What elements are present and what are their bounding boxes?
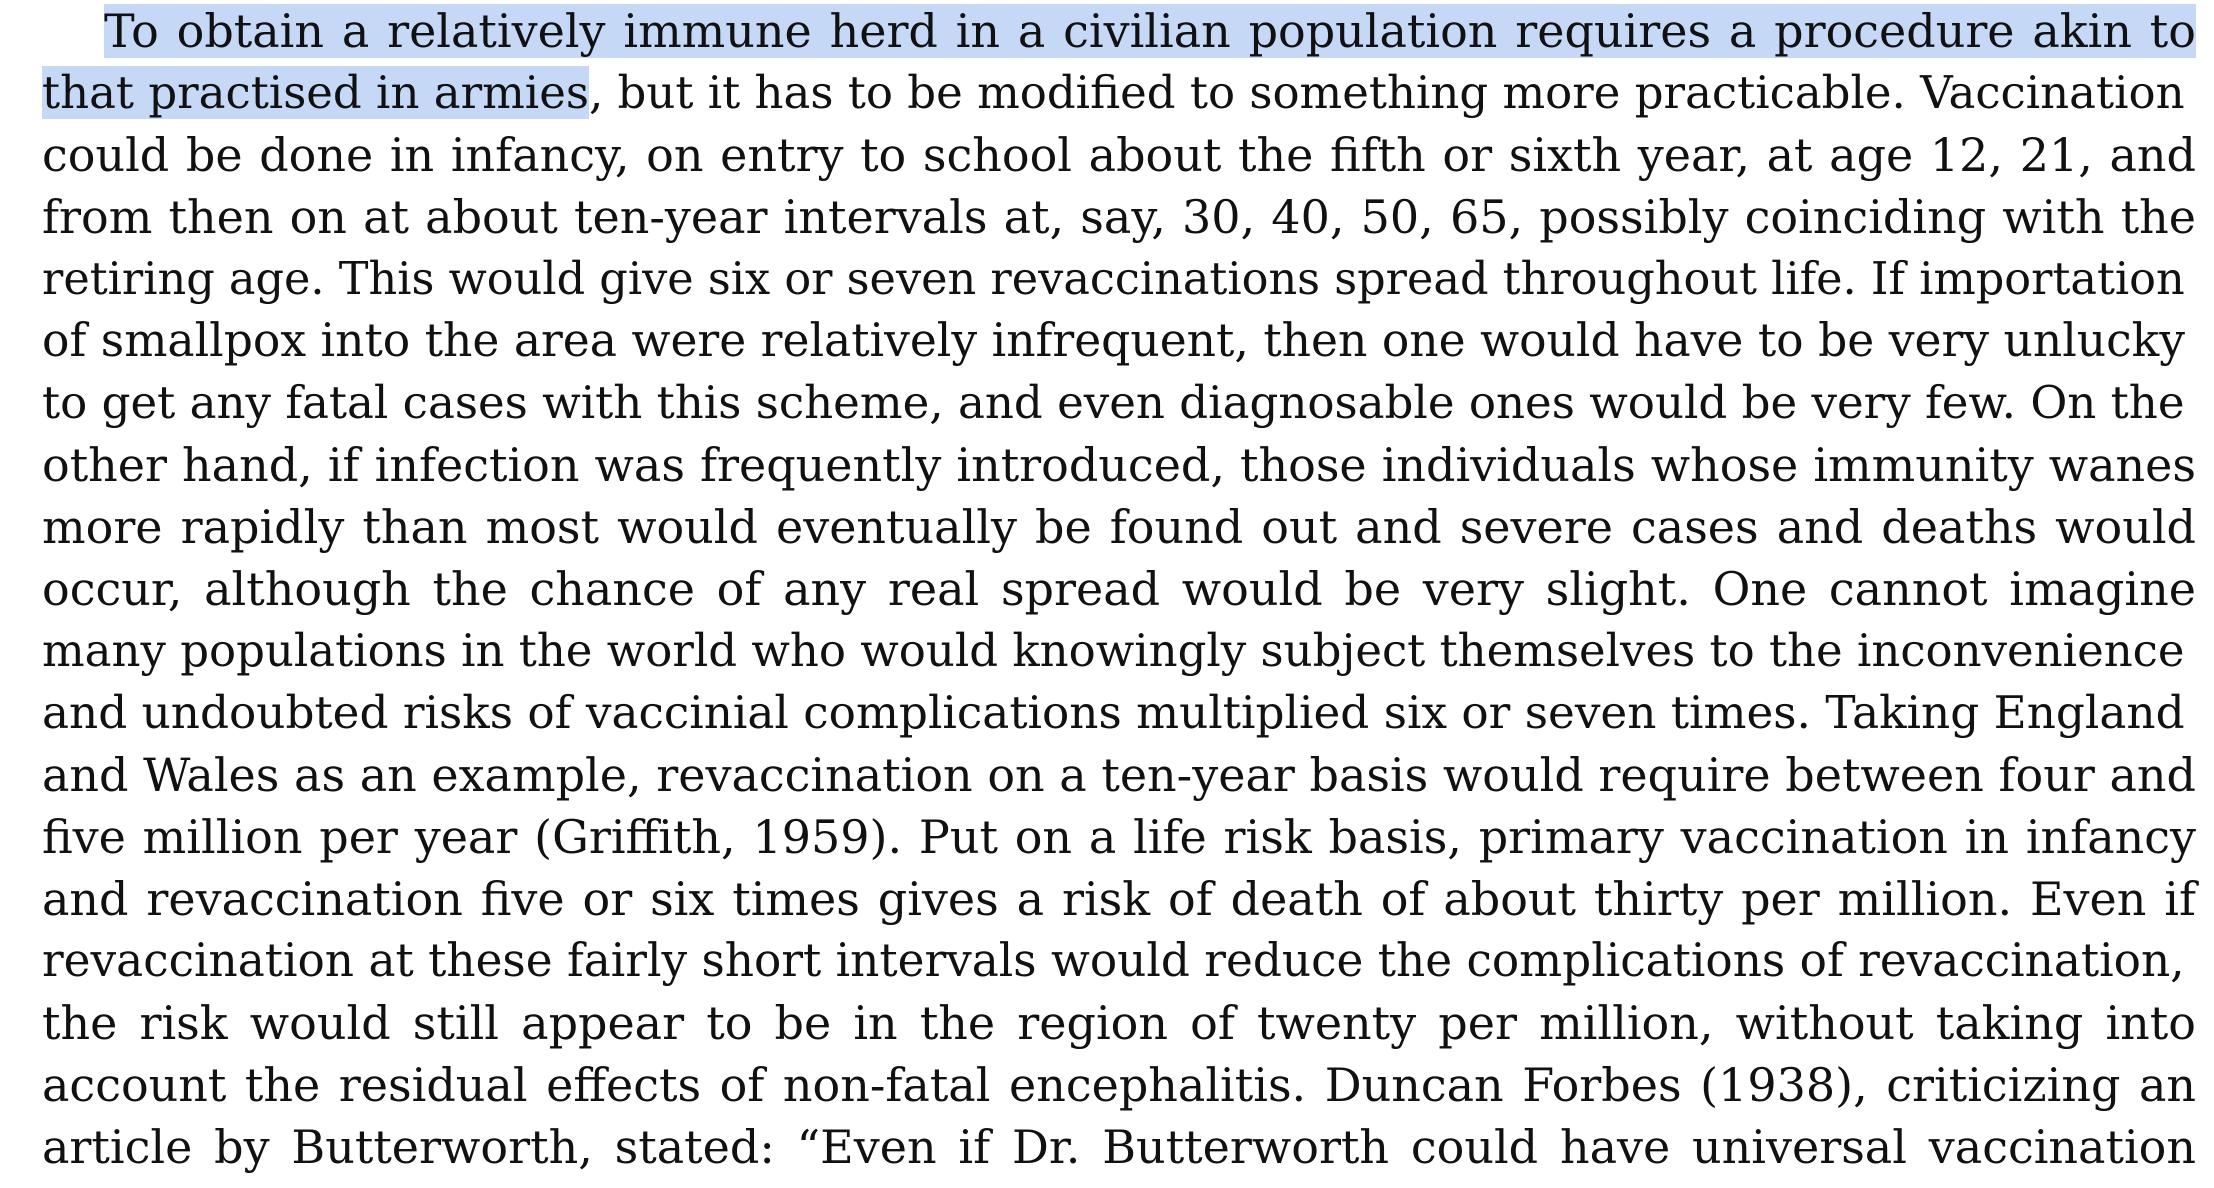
- text-line-17[interactable]: [42, 992, 2196, 1054]
- line-text[interactable]: and revaccination five or six times gives a risk of death of about thirty per million. Even if: [42, 872, 2196, 926]
- text-line-2[interactable]: [42, 62, 2196, 124]
- highlighted-text[interactable]: that practised in armies: [42, 66, 589, 119]
- line-text[interactable]: , but it has to be modified to something more practicable. Vaccination: [588, 66, 2185, 119]
- text-line-11[interactable]: [42, 620, 2196, 682]
- line-text[interactable]: more rapidly than most would eventually be found out and severe cases and deaths would: [42, 500, 2196, 554]
- line-text[interactable]: and Wales as an example, revaccination on a ten-year basis would require between four and: [42, 748, 2196, 802]
- line-text[interactable]: the risk would still appear to be in the region of twenty per million, without taking into: [42, 996, 2196, 1050]
- text-line-7[interactable]: [42, 372, 2196, 434]
- paragraph[interactable]: [42, 0, 2196, 1178]
- line-text[interactable]: retiring age. This would give six or seven revaccinations spread throughout life. If importation: [42, 253, 2185, 305]
- text-line-13[interactable]: [42, 744, 2196, 806]
- text-line-15[interactable]: [42, 868, 2196, 930]
- text-line-4[interactable]: [42, 186, 2196, 248]
- text-line-14[interactable]: [42, 806, 2196, 868]
- text-line-18[interactable]: [42, 1054, 2196, 1116]
- line-text[interactable]: revaccination at these fairly short intervals would reduce the complications of revaccination,: [42, 934, 2185, 987]
- text-line-8[interactable]: [42, 434, 2196, 496]
- line-text[interactable]: could be done in infancy, on entry to school about the fifth or sixth year, at age 12, 21, and: [42, 128, 2196, 182]
- line-text[interactable]: many populations in the world who would knowingly subject themselves to the inconvenience: [42, 624, 2185, 677]
- text-line-3[interactable]: [42, 124, 2196, 186]
- text-line-9[interactable]: [42, 496, 2196, 558]
- text-line-16[interactable]: [42, 930, 2196, 992]
- line-text[interactable]: account the residual effects of non-fatal encephalitis. Duncan Forbes (1938), criticizing an: [42, 1058, 2196, 1112]
- highlighted-text[interactable]: To obtain a relatively immune herd in a civilian population requires a procedure akin to: [104, 4, 2196, 58]
- line-text[interactable]: of smallpox into the area were relatively infrequent, then one would have to be very unlucky: [42, 314, 2186, 367]
- line-text[interactable]: to get any fatal cases with this scheme, and even diagnosable ones would be very few. On the: [42, 376, 2185, 429]
- text-line-6[interactable]: [42, 310, 2196, 372]
- line-text[interactable]: five million per year (Griffith, 1959). Put on a life risk basis, primary vaccination in infancy: [42, 810, 2196, 864]
- line-text[interactable]: from then on at about ten-year intervals at, say, 30, 40, 50, 65, possibly coinciding with the: [42, 190, 2196, 244]
- text-line-19[interactable]: [42, 1116, 2196, 1178]
- line-text[interactable]: article by Butterworth, stated: “Even if Dr. Butterworth could have universal vaccination: [42, 1120, 2196, 1174]
- text-line-10[interactable]: [42, 558, 2196, 620]
- line-text[interactable]: and undoubted risks of vaccinial complications multiplied six or seven times. Taking England: [42, 686, 2185, 739]
- text-line-12[interactable]: [42, 682, 2196, 744]
- text-line-5[interactable]: [42, 248, 2196, 310]
- line-text[interactable]: occur, although the chance of any real spread would be very slight. One cannot imagine: [42, 562, 2196, 616]
- text-line-1[interactable]: [42, 0, 2196, 62]
- line-text[interactable]: other hand, if infection was frequently introduced, those individuals whose immunity wanes: [42, 438, 2196, 492]
